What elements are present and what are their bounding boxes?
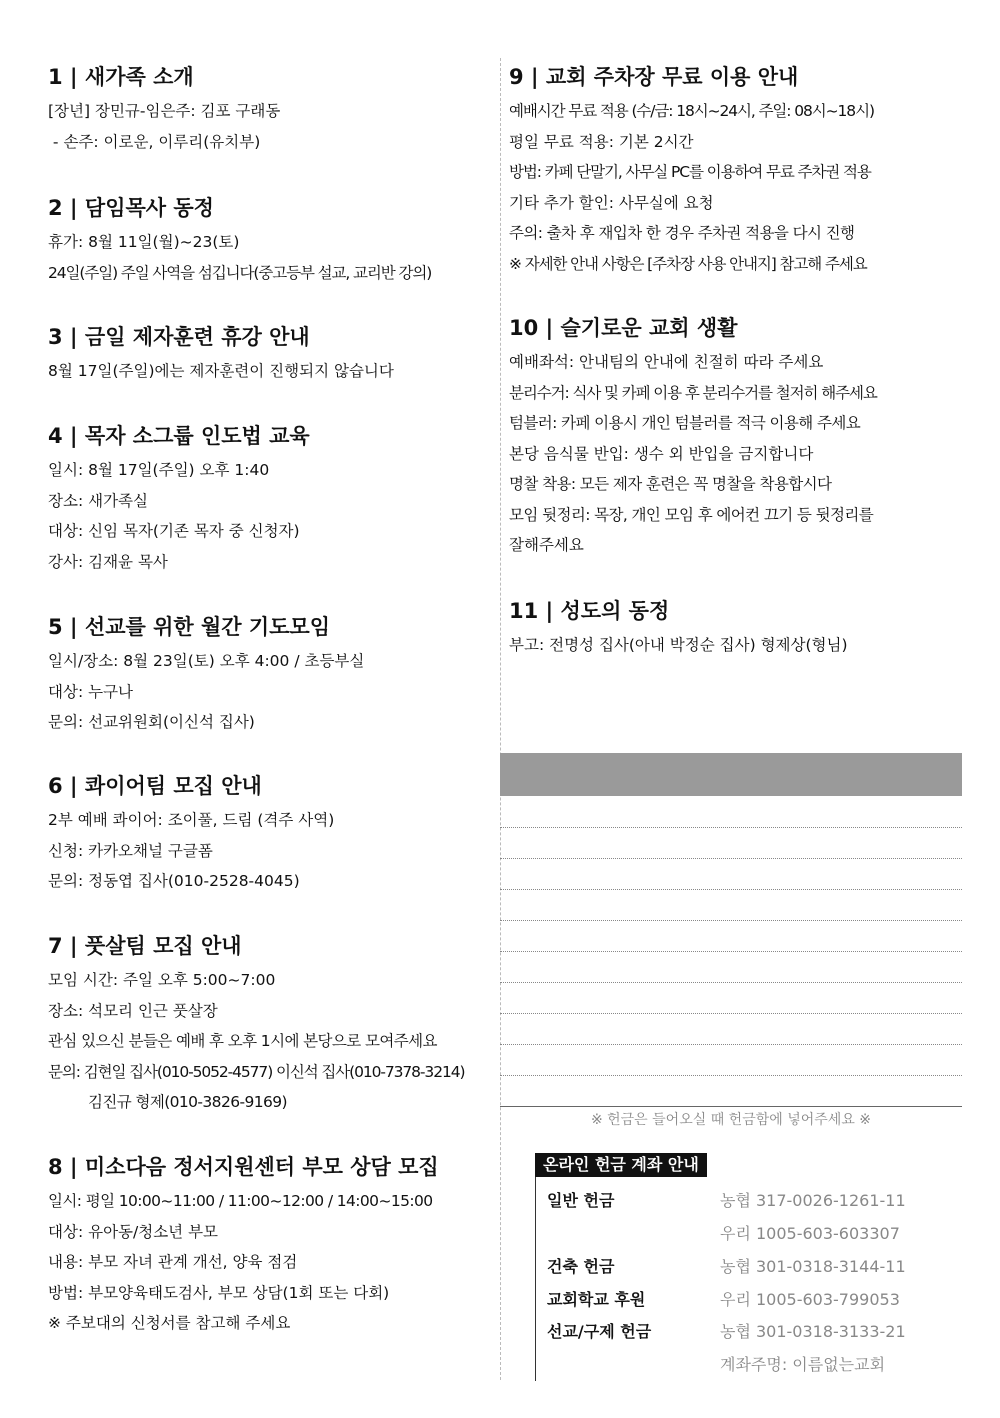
memo-line (500, 1044, 962, 1045)
section-title: 7 | 풋살팀 모집 안내 (48, 934, 242, 958)
account-row (535, 1350, 962, 1380)
account-row (535, 1219, 962, 1249)
section-line: 모임 뒷정리: 목장, 개인 모임 후 에어컨 끄기 등 뒷정리를 (509, 505, 874, 524)
account-row (535, 1317, 962, 1347)
section-futsal-recruit (48, 931, 498, 1118)
section-line: 관심 있으신 분들은 예배 후 오후 1시에 본당으로 모여주세요 (48, 1032, 437, 1050)
section-church-life (509, 313, 962, 561)
section-line: 텀블러: 카페 이용시 개인 텀블러를 적극 이용해 주세요 (509, 414, 861, 432)
account-number: 농협 301-0318-3133-21 (720, 1322, 906, 1341)
section-parking-info (509, 62, 962, 279)
section-line: 강사: 김재윤 목사 (48, 552, 168, 571)
section-discipleship-break (48, 322, 498, 387)
account-number: 우리 1005-603-799053 (720, 1290, 900, 1309)
section-line: 방법: 부모양육태도검사, 부모 상담(1회 또는 다회) (48, 1283, 390, 1302)
section-title: 4 | 목자 소그룹 인도법 교육 (48, 424, 310, 448)
section-line: 기타 추가 할인: 사무실에 요청 (509, 193, 714, 212)
section-line: 2부 예배 콰이어: 조이풀, 드림 (격주 사역) (48, 811, 335, 829)
section-line: 잘해주세요 (509, 536, 584, 554)
account-holder: 계좌주명: 이름없는교회 (720, 1355, 886, 1374)
section-title: 10 | 슬기로운 교회 생활 (509, 316, 738, 340)
section-line: 주의: 출차 후 재입차 한 경우 주차권 적용을 다시 진행 (509, 224, 855, 242)
section-title: 3 | 금일 제자훈련 휴강 안내 (48, 325, 310, 349)
account-name: 일반 헌금 (547, 1191, 615, 1210)
section-line: - 손주: 이로운, 이루리(유치부) (48, 132, 261, 151)
section-member-news (509, 596, 962, 661)
section-line: 휴가: 8월 11일(월)~23(토) (48, 233, 240, 251)
section-line: 문의: 선교위원회(이신석 집사) (48, 713, 255, 731)
section-line: 신청: 카카오채널 구글폼 (48, 841, 213, 860)
section-line: 방법: 카페 단말기, 사무실 PC를 이용하여 무료 주차권 적용 (509, 163, 871, 181)
account-name: 건축 헌금 (547, 1257, 615, 1276)
memo-line (500, 920, 962, 921)
section-line: 부고: 전명성 집사(아내 박정순 집사) 형제상(형님) (509, 636, 848, 654)
account-name: 선교/구제 헌금 (547, 1322, 652, 1341)
section-line: 명찰 착용: 모든 제자 훈련은 꼭 명찰을 착용합시다 (509, 475, 832, 493)
section-title: 2 | 담임목사 동정 (48, 196, 214, 220)
section-line: 내용: 부모 자녀 관계 개선, 양육 점검 (48, 1253, 298, 1271)
memo-line (500, 982, 962, 983)
memo-line (500, 1075, 962, 1076)
account-row (535, 1186, 962, 1216)
section-title: 1 | 새가족 소개 (48, 65, 194, 89)
section-leader-training (48, 421, 498, 577)
account-row (535, 1252, 962, 1282)
accounts-title: 온라인 헌금 계좌 안내 (535, 1153, 707, 1177)
section-line: 대상: 신임 목자(기존 목자 중 신청자) (48, 522, 300, 540)
account-number: 우리 1005-603-603307 (720, 1224, 900, 1243)
memo-line (500, 889, 962, 890)
account-row (535, 1285, 962, 1315)
section-mission-prayer (48, 612, 498, 738)
section-line: 24일(주일) 주일 사역을 섬깁니다(중고등부 설교, 교리반 강의) (48, 263, 432, 282)
section-line: 문의: 김현일 집사(010-5052-4577) 이신석 집사(010-7378-3214) (48, 1062, 465, 1081)
section-line: ※ 자세한 안내 사항은 [주차장 사용 안내지] 참고해 주세요 (509, 254, 867, 273)
section-line: 본당 음식물 반입: 생수 외 반입을 금지합니다 (509, 444, 814, 463)
section-line: 8월 17일(주일)에는 제자훈련이 진행되지 않습니다 (48, 362, 394, 380)
memo-bottom-rule (500, 1106, 962, 1107)
account-name: 교회학교 후원 (547, 1290, 646, 1309)
memo-line (500, 1013, 962, 1014)
section-line: 예배좌석: 안내팀의 안내에 친절히 따라 주세요 (509, 353, 824, 371)
section-line: 일시/장소: 8월 23일(토) 오후 4:00 / 초등부실 (48, 652, 365, 670)
memo-line (500, 951, 962, 952)
section-line: 분리수거: 식사 및 카페 이용 후 분리수거를 철저히 해주세요 (509, 383, 877, 402)
section-line: ※ 주보대의 신청서를 참고해 주세요 (48, 1314, 291, 1332)
section-title: 11 | 성도의 동정 (509, 599, 670, 623)
memo-line (500, 827, 962, 828)
section-title: 6 | 콰이어팀 모집 안내 (48, 774, 262, 798)
section-line: 일시: 8월 17일(주일) 오후 1:40 (48, 461, 270, 479)
section-line: 장소: 석모리 인근 풋살장 (48, 1001, 218, 1020)
section-line: 대상: 유아동/청소년 부모 (48, 1222, 219, 1241)
section-title: 8 | 미소다음 정서지원센터 부모 상담 모집 (48, 1155, 439, 1179)
memo-header-bar (500, 753, 962, 796)
section-choir-recruit (48, 771, 498, 897)
account-number: 농협 301-0318-3144-11 (720, 1257, 906, 1276)
section-line: 장소: 새가족실 (48, 491, 148, 510)
column-divider (500, 58, 501, 1380)
section-new-family (48, 62, 498, 157)
section-line: 문의: 정동엽 집사(010-2528-4045) (48, 872, 300, 890)
memo-line (500, 858, 962, 859)
section-title: 5 | 선교를 위한 월간 기도모임 (48, 615, 330, 639)
section-line: 예배시간 무료 적용 (수/금: 18시~24시, 주일: 08시~18시) (509, 102, 874, 120)
section-line: 일시: 평일 10:00~11:00 / 11:00~12:00 / 14:00~15:00 (48, 1192, 433, 1210)
section-parent-counseling (48, 1152, 498, 1339)
section-line: 대상: 누구나 (48, 682, 134, 701)
section-line: 평일 무료 적용: 기본 2시간 (509, 132, 694, 151)
account-number: 농협 317-0026-1261-11 (720, 1191, 906, 1210)
section-line: 모임 시간: 주일 오후 5:00~7:00 (48, 971, 276, 989)
section-title: 9 | 교회 주차장 무료 이용 안내 (509, 65, 799, 89)
section-line: 김진규 형제(010-3826-9169) (88, 1093, 287, 1111)
section-pastor-news (48, 193, 498, 288)
section-line: [장년] 장민규-임은주: 김포 구래동 (48, 102, 281, 120)
offering-note: ※ 헌금은 들어오실 때 헌금함에 넣어주세요 ※ (590, 1112, 872, 1128)
